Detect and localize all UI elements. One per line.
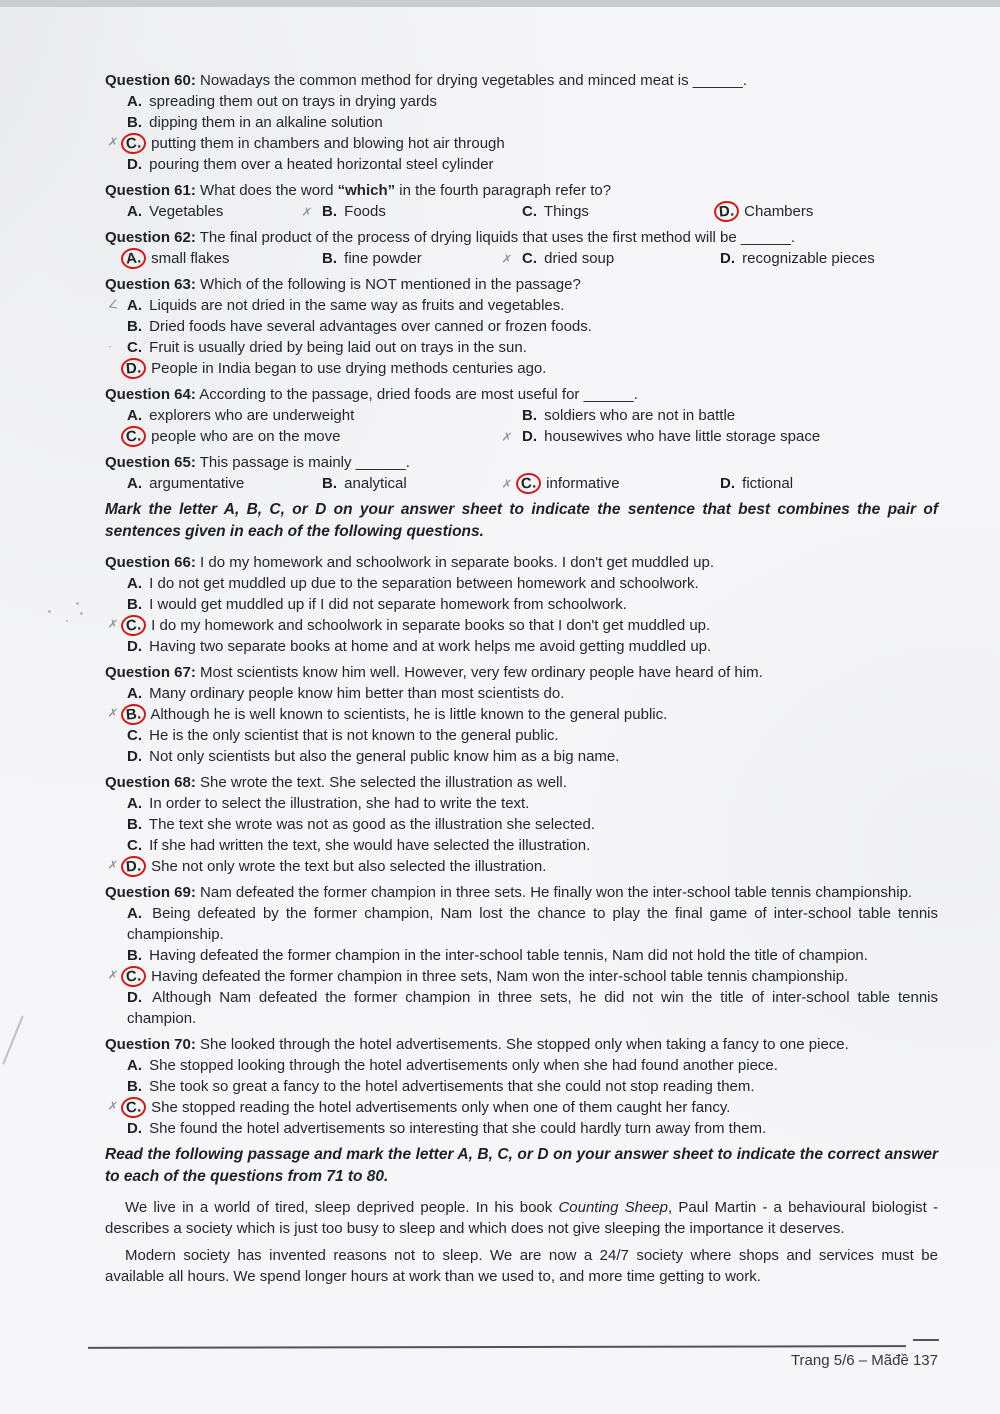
option-60-b-letter: B. [127, 114, 142, 131]
option-68-a-letter: A. [127, 795, 142, 812]
option-63-d [105, 358, 938, 379]
answer-circle-70 [120, 1096, 147, 1119]
question-68-label: Question 68: [105, 774, 196, 791]
option-60-a-letter: A. [127, 93, 142, 110]
instruction-reading-passage: Read the following passage and mark the letter A, B, C, or D on your answer sheet to indicate the correct answer to each of the questions from 71 to 80. [105, 1146, 938, 1185]
option-66-a-text: I do not get muddled up due to the separation between homework and schoolwork. [149, 575, 699, 592]
option-63-a-letter: A. [127, 297, 142, 314]
option-63-a [105, 295, 938, 316]
question-61-stem [105, 180, 938, 201]
option-70-d [105, 1118, 938, 1139]
option-60-b-text: dipping them in an alkaline solution [149, 114, 383, 131]
option-64-c [105, 426, 340, 447]
option-70-d-letter: D. [127, 1120, 142, 1137]
option-60-c-letter: C. [125, 134, 142, 153]
option-68-b-text: The text she wrote was not as good as the illustration she selected. [148, 816, 595, 833]
option-69-c-text: Having defeated the former champion in three sets, Nam won the inter-school table tennis championship. [151, 968, 849, 985]
question-63 [105, 274, 938, 379]
question-61 [105, 180, 938, 222]
option-69-d-letter: D. [127, 989, 142, 1006]
option-62-d [698, 248, 875, 269]
option-60-d [105, 154, 938, 175]
option-64-c-text: people who are on the move [151, 428, 341, 445]
answer-circle-64 [120, 425, 147, 448]
option-66-d [105, 636, 938, 657]
question-66 [105, 552, 938, 657]
question-64-stem-text: According to the passage, dried foods are most useful for ______. [199, 386, 638, 403]
question-group-1 [105, 70, 938, 494]
option-68-d [105, 856, 938, 877]
passage-paragraph-1 [105, 1197, 938, 1239]
option-65-d-letter: D. [720, 475, 735, 492]
option-70-a [105, 1055, 938, 1076]
option-65-c-letter: C. [520, 474, 537, 493]
option-64-c-letter: C. [125, 427, 142, 446]
option-70-b-letter: B. [127, 1078, 142, 1095]
option-68-a-text: In order to select the illustration, she had to write the text. [149, 795, 530, 812]
option-60-d-letter: D. [127, 156, 142, 173]
passage-text-pre: We live in a world of tired, sleep deprived people. In his book [125, 1199, 559, 1216]
option-60-a [105, 91, 938, 112]
option-70-b [105, 1076, 938, 1097]
option-65-a-letter: A. [127, 475, 142, 492]
question-64-stem [105, 384, 938, 405]
pencil-mark-margin [2, 1016, 23, 1065]
option-67-c [105, 725, 938, 746]
question-67-stem-text: Most scientists know him well. However, very few ordinary people have heard of him. [200, 664, 763, 681]
option-64-b [500, 405, 735, 426]
pencil-dots-margin [46, 598, 90, 624]
question-68-options [105, 793, 938, 877]
option-70-c-text: She stopped reading the hotel advertisements only when one of them caught her fancy. [151, 1099, 731, 1116]
question-65-stem-text: This passage is mainly ______. [199, 454, 410, 471]
option-63-d-text: People in India began to use drying methods centuries ago. [151, 360, 547, 377]
question-66-stem [105, 552, 938, 573]
passage-text-post: , Paul Martin - a behavioural biologist - describes a society which is just too busy to sleep and which does not give sleeping the importance it deserves. [105, 1199, 938, 1237]
question-70 [105, 1034, 938, 1139]
question-62 [105, 227, 938, 269]
question-60-stem-text: Nowadays the common method for drying vegetables and minced meat is ______. [200, 72, 748, 89]
option-65-d-text: fictional [742, 475, 794, 492]
option-67-c-text: He is the only scientist that is not known to the general public. [149, 727, 559, 744]
question-65-options [105, 473, 938, 494]
option-61-a-text: Vegetables [149, 203, 224, 220]
question-65-stem [105, 452, 938, 473]
option-66-d-text: Having two separate books at home and at work helps me avoid getting muddled up. [149, 638, 712, 655]
question-70-stem-text: She looked through the hotel advertisements. She stopped only when taking a fancy to one piece. [200, 1036, 849, 1053]
option-62-a-letter: A. [125, 249, 142, 268]
option-63-c [105, 337, 938, 358]
option-64-b-letter: B. [522, 407, 537, 424]
pencil-x-mark-61-b: ✗ [301, 204, 313, 220]
option-69-a-text: Being defeated by the former champion, Nam lost the chance to play the final game of inter-school table tennis championship. [127, 905, 938, 943]
option-70-c-letter: C. [125, 1098, 142, 1117]
answer-circle-65 [515, 472, 542, 495]
option-61-a-letter: A. [127, 203, 142, 220]
option-65-c [500, 473, 620, 494]
pencil-x-mark-70-c: ✗ [107, 1098, 119, 1114]
option-68-b-letter: B. [127, 816, 142, 833]
option-60-a-text: spreading them out on trays in drying yards [149, 93, 437, 110]
question-70-label: Question 70: [105, 1036, 196, 1053]
option-67-a [105, 683, 938, 704]
question-62-stem [105, 227, 938, 248]
question-66-label: Question 66: [105, 554, 196, 571]
option-68-c-text: If she had written the text, she would have selected the illustration. [149, 837, 591, 854]
reading-passage [105, 1197, 938, 1287]
option-64-d [500, 426, 820, 447]
option-67-c-letter: C. [127, 727, 142, 744]
option-60-c-text: putting them in chambers and blowing hot air through [151, 135, 505, 152]
option-65-b-letter: B. [322, 475, 337, 492]
option-66-b-text: I would get muddled up if I did not separate homework from schoolwork. [149, 596, 627, 613]
book-title: Counting Sheep [558, 1199, 669, 1216]
answer-circle-62 [120, 247, 147, 270]
option-66-a-letter: A. [127, 575, 142, 592]
option-69-c-letter: C. [125, 967, 142, 986]
option-66-c-letter: C. [125, 616, 142, 635]
option-67-b-text: Although he is well known to scientists, he is little known to the general public. [150, 706, 668, 723]
option-70-b-text: She took so great a fancy to the hotel advertisements that she could not stop reading them. [149, 1078, 755, 1095]
option-67-b-letter: B. [125, 705, 142, 724]
option-63-a-text: Liquids are not dried in the same way as fruits and vegetables. [149, 297, 565, 314]
pencil-x-mark-62-c: ✗ [501, 251, 513, 267]
option-61-d [698, 201, 813, 222]
option-61-d-letter: D. [718, 202, 735, 221]
pencil-x-mark-68-d: ✗ [107, 857, 119, 873]
question-69-options [105, 903, 938, 1029]
option-66-a [105, 573, 938, 594]
option-70-d-text: She found the hotel advertisements so interesting that she could hardly turn away from them. [149, 1120, 767, 1137]
pencil-x-mark-60-c: ✗ [107, 134, 119, 150]
question-69-stem [105, 882, 938, 903]
option-61-c-text: Things [543, 203, 589, 220]
option-69-b-text: Having defeated the former champion in the inter-school table tennis, Nam did not hold the title of champion. [149, 947, 868, 964]
question-67-stem [105, 662, 938, 683]
question-60-stem [105, 70, 938, 91]
option-67-a-letter: A. [127, 685, 142, 702]
option-69-a [105, 903, 938, 945]
option-64-a [105, 405, 354, 426]
option-62-d-letter: D. [720, 250, 735, 267]
option-69-a-letter: A. [127, 905, 142, 922]
pencil-x-mark-69-c: ✗ [107, 967, 119, 983]
option-69-d-text: Although Nam defeated the former champion in three sets, he did not win the title of inter-school table tennis champion. [127, 989, 938, 1027]
option-62-a-text: small flakes [151, 250, 230, 267]
passage-paragraph-2: Modern society has invented reasons not to sleep. We are now a 24/7 society where shops and services must be available all hours. We spend longer hours at work than we used to, and more time getting to work. [105, 1247, 938, 1285]
option-67-d-text: Not only scientists but also the general public know him as a big name. [149, 748, 620, 765]
option-61-b-letter: B. [322, 203, 337, 220]
answer-circle-63 [120, 357, 147, 380]
question-67-options [105, 683, 938, 767]
pencil-x-mark-64-d: ✗ [501, 429, 513, 445]
question-69-label: Question 69: [105, 884, 196, 901]
question-61-stem-bold: “which” [337, 182, 396, 199]
option-65-c-text: informative [546, 475, 620, 492]
option-62-b-letter: B. [322, 250, 337, 267]
question-65 [105, 452, 938, 494]
instruction-combine-sentences: Mark the letter A, B, C, or D on your answer sheet to indicate the sentence that best combines the pair of sentences given in each of the following questions. [105, 501, 938, 540]
question-62-stem-text: The final product of the process of drying liquids that uses the first method will be ______. [199, 229, 796, 246]
option-62-c-letter: C. [522, 250, 537, 267]
page-footer: Trang 5/6 – Mãđề 137 [790, 1352, 938, 1369]
question-60-label: Question 60: [105, 72, 196, 89]
option-61-d-text: Chambers [744, 203, 814, 220]
option-67-d [105, 746, 938, 767]
option-68-d-letter: D. [125, 857, 142, 876]
question-63-options [105, 295, 938, 379]
option-68-b [105, 814, 938, 835]
question-64-options [105, 405, 938, 447]
option-66-d-letter: D. [127, 638, 142, 655]
pencil-x-mark-66-c: ✗ [107, 616, 119, 632]
question-68 [105, 772, 938, 877]
question-61-stem-text-post: in the fourth paragraph refer to? [395, 182, 612, 199]
option-69-d [105, 987, 938, 1029]
footer-rule [88, 1345, 906, 1349]
question-70-stem [105, 1034, 938, 1055]
footer-dash [913, 1339, 939, 1341]
option-70-a-letter: A. [127, 1057, 142, 1074]
question-69-stem-text: Nam defeated the former champion in three sets. He finally won the inter-school table tennis championship. [200, 884, 913, 901]
option-61-a [105, 201, 223, 222]
question-62-label: Question 62: [105, 229, 196, 246]
question-61-options [105, 201, 938, 222]
option-63-d-letter: D. [125, 359, 142, 378]
option-64-d-text: housewives who have little storage space [544, 428, 821, 445]
question-66-options [105, 573, 938, 657]
option-63-c-letter: C. [127, 339, 142, 356]
question-60-options [105, 91, 938, 175]
option-64-a-text: explorers who are underweight [149, 407, 355, 424]
option-66-c [105, 615, 938, 636]
answer-circle-60 [120, 132, 147, 155]
option-63-b [105, 316, 938, 337]
option-60-b [105, 112, 938, 133]
option-68-a [105, 793, 938, 814]
option-67-a-text: Many ordinary people know him better than most scientists do. [149, 685, 565, 702]
option-65-a [105, 473, 244, 494]
exam-page-content [105, 70, 938, 1293]
question-64 [105, 384, 938, 447]
question-67 [105, 662, 938, 767]
option-66-c-text: I do my homework and schoolwork in separate books so that I don't get muddled up. [151, 617, 711, 634]
pencil-x-mark-63-a: ∠ [107, 296, 120, 312]
pencil-x-mark-67-b: ✗ [107, 705, 119, 721]
option-70-c [105, 1097, 938, 1118]
question-64-label: Question 64: [105, 386, 196, 403]
option-65-a-text: argumentative [149, 475, 245, 492]
option-60-c [105, 133, 938, 154]
option-69-b [105, 945, 938, 966]
question-61-label: Question 61: [105, 182, 196, 199]
answer-circle-61 [713, 200, 740, 223]
question-68-stem-text: She wrote the text. She selected the illustration as well. [200, 774, 567, 791]
option-62-c-text: dried soup [544, 250, 615, 267]
option-62-b-text: fine powder [344, 250, 422, 267]
option-66-b [105, 594, 938, 615]
option-60-d-text: pouring them over a heated horizontal steel cylinder [149, 156, 494, 173]
scan-edge-strip [0, 0, 1000, 7]
option-68-c-letter: C. [127, 837, 142, 854]
option-70-a-text: She stopped looking through the hotel advertisements only when she had found another piece. [149, 1057, 778, 1074]
question-62-options [105, 248, 938, 269]
option-65-d [698, 473, 793, 494]
option-64-d-letter: D. [522, 428, 537, 445]
question-68-stem [105, 772, 938, 793]
option-61-c [500, 201, 589, 222]
option-68-d-text: She not only wrote the text but also selected the illustration. [151, 858, 547, 875]
answer-circle-67 [120, 703, 147, 726]
option-69-c [105, 966, 938, 987]
option-65-b-text: analytical [344, 475, 407, 492]
question-70-options [105, 1055, 938, 1139]
option-66-b-letter: B. [127, 596, 142, 613]
option-62-c [500, 248, 614, 269]
question-group-2 [105, 552, 938, 1139]
option-63-c-text: Fruit is usually dried by being laid out on trays in the sun. [149, 339, 527, 356]
option-67-d-letter: D. [127, 748, 142, 765]
option-62-b [300, 248, 422, 269]
option-65-b [300, 473, 407, 494]
pencil-x-mark-63-c: · [107, 338, 113, 354]
option-67-b [105, 704, 938, 725]
question-63-label: Question 63: [105, 276, 196, 293]
answer-circle-68 [120, 855, 147, 878]
option-62-a [105, 248, 230, 269]
question-63-stem [105, 274, 938, 295]
option-63-b-text: Dried foods have several advantages over canned or frozen foods. [149, 318, 592, 335]
question-69 [105, 882, 938, 1029]
question-65-label: Question 65: [105, 454, 196, 471]
question-60 [105, 70, 938, 175]
question-61-stem-text: What does the word [200, 182, 338, 199]
option-68-c [105, 835, 938, 856]
option-64-a-letter: A. [127, 407, 142, 424]
question-63-stem-text: Which of the following is NOT mentioned in the passage? [200, 276, 581, 293]
answer-circle-69 [120, 965, 147, 988]
pencil-x-mark-65-c: ✗ [501, 476, 513, 492]
question-67-label: Question 67: [105, 664, 196, 681]
option-64-b-text: soldiers who are not in battle [544, 407, 736, 424]
option-69-b-letter: B. [127, 947, 142, 964]
option-61-b-text: Foods [344, 203, 386, 220]
option-61-c-letter: C. [522, 203, 537, 220]
question-66-stem-text: I do my homework and schoolwork in separate books. I don't get muddled up. [200, 554, 715, 571]
option-62-d-text: recognizable pieces [742, 250, 875, 267]
option-63-b-letter: B. [127, 318, 142, 335]
option-61-b [300, 201, 386, 222]
answer-circle-66 [120, 614, 147, 637]
